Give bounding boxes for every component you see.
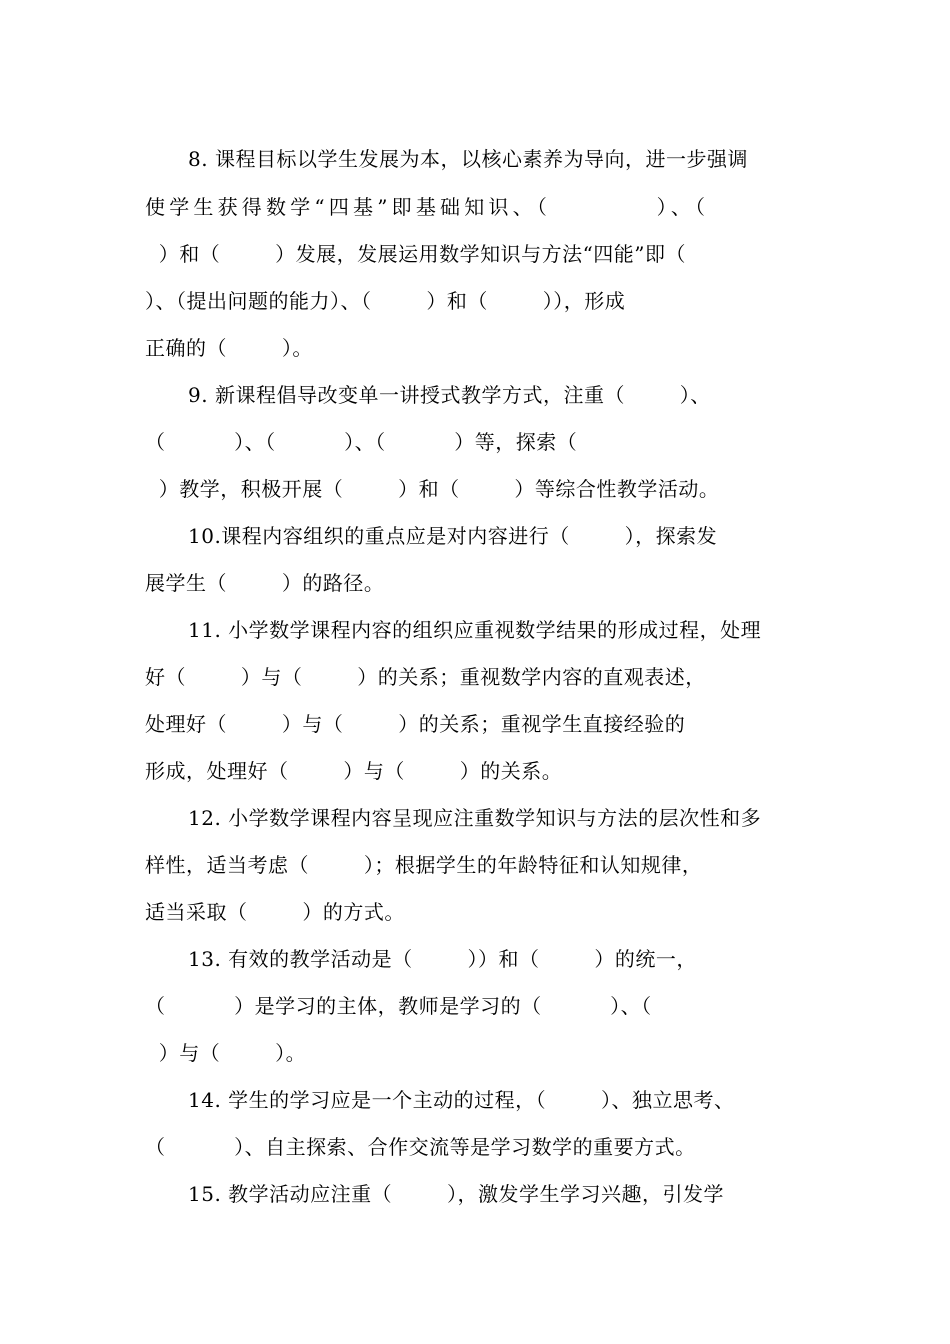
text-line: 使学生获得数学“四基”即基础知识、（ ）、（	[145, 195, 710, 219]
text-line: （ ）是学习的主体，教师是学习的（ ）、（	[145, 994, 652, 1018]
text-line: 正确的（ ）。	[145, 336, 313, 360]
text-line: 适当采取（ ）的方式。	[145, 900, 405, 924]
text-line: 13. 有效的教学活动是（ ））和（ ）的统一，	[188, 947, 697, 971]
text-line: 11. 小学数学课程内容的组织应重视数学结果的形成过程，处理	[188, 618, 762, 642]
text-line: 处理好（ ）与（ ）的关系；重视学生直接经验的	[145, 712, 686, 736]
text-line: ）和（ ）发展，发展运用数学知识与方法“四能”即（	[145, 242, 687, 266]
text-line: 形成，处理好（ ）与（ ）的关系。	[145, 759, 563, 783]
text-line: 15. 教学活动应注重（ ），激发学生学习兴趣，引发学	[188, 1182, 725, 1206]
text-line: 10.课程内容组织的重点应是对内容进行（ ），探索发	[188, 524, 718, 548]
text-line: 12. 小学数学课程内容呈现应注重数学知识与方法的层次性和多	[188, 806, 762, 830]
text-line: 14. 学生的学习应是一个主动的过程，（ ）、独立思考、	[188, 1088, 735, 1112]
text-line: ）教学，积极开展（ ）和（ ）等综合性教学活动。	[145, 477, 720, 501]
text-line: ）与（ ）。	[145, 1041, 307, 1065]
text-line: 样性，适当考虑（ ）；根据学生的年龄特征和认知规律，	[145, 853, 703, 877]
text-line: 好（ ）与（ ）的关系；重视数学内容的直观表述，	[145, 665, 706, 689]
text-line: 8. 课程目标以学生发展为本，以核心素养为导向，进一步强调	[188, 147, 748, 171]
text-line: 9. 新课程倡导改变单一讲授式教学方式，注重（ ）、	[188, 383, 711, 407]
text-line: （ ）、自主探索、合作交流等是学习数学的重要方式。	[145, 1135, 696, 1159]
text-line: （ ）、（ ）、（ ）等，探索（	[145, 430, 578, 454]
text-line: ）、（提出问题的能力）、（ ）和（ ）），形成	[145, 289, 626, 313]
text-line: 展学生（ ）的路径。	[145, 571, 385, 595]
